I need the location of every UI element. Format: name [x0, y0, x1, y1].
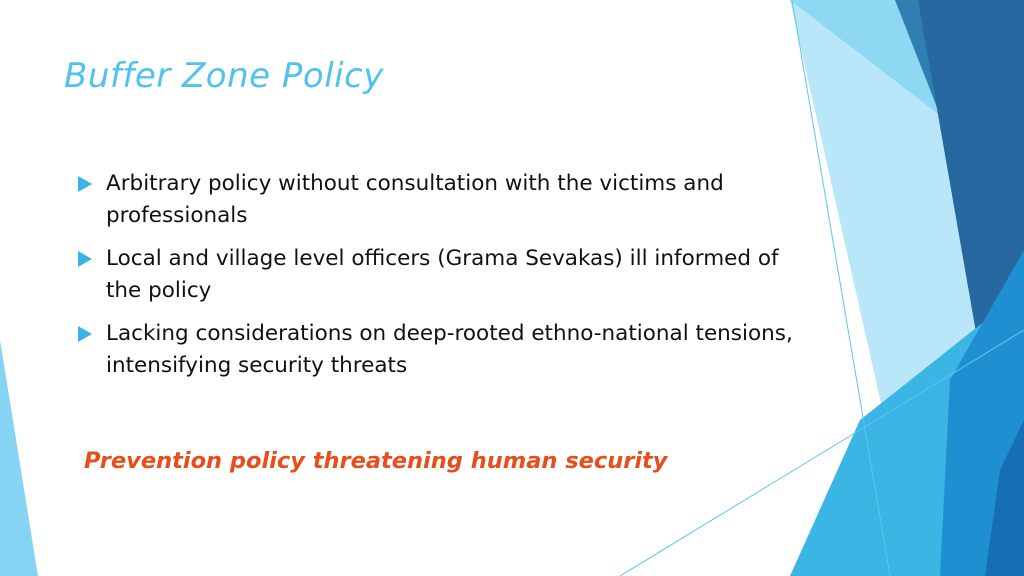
triangle-right-icon	[78, 326, 92, 342]
triangle-right-icon	[78, 251, 92, 267]
triangle-right-icon	[78, 176, 92, 192]
left-accent-shape	[0, 340, 38, 576]
conclusion-text: Prevention policy threatening human security	[84, 448, 668, 474]
bullet-text: Arbitrary policy without consultation with the victims and professionals	[106, 171, 724, 228]
bullet-item	[78, 168, 793, 232]
bullet-text: Lacking considerations on deep-rooted ethno-national tensions, intensifying security threats	[106, 321, 793, 378]
slide-title: Buffer Zone Policy	[64, 56, 384, 96]
bullet-item	[78, 318, 793, 382]
bullet-list	[78, 168, 793, 393]
bullet-text: Local and village level officers (Grama Sevakas) ill informed of the policy	[106, 246, 779, 303]
bullet-item	[78, 243, 793, 307]
